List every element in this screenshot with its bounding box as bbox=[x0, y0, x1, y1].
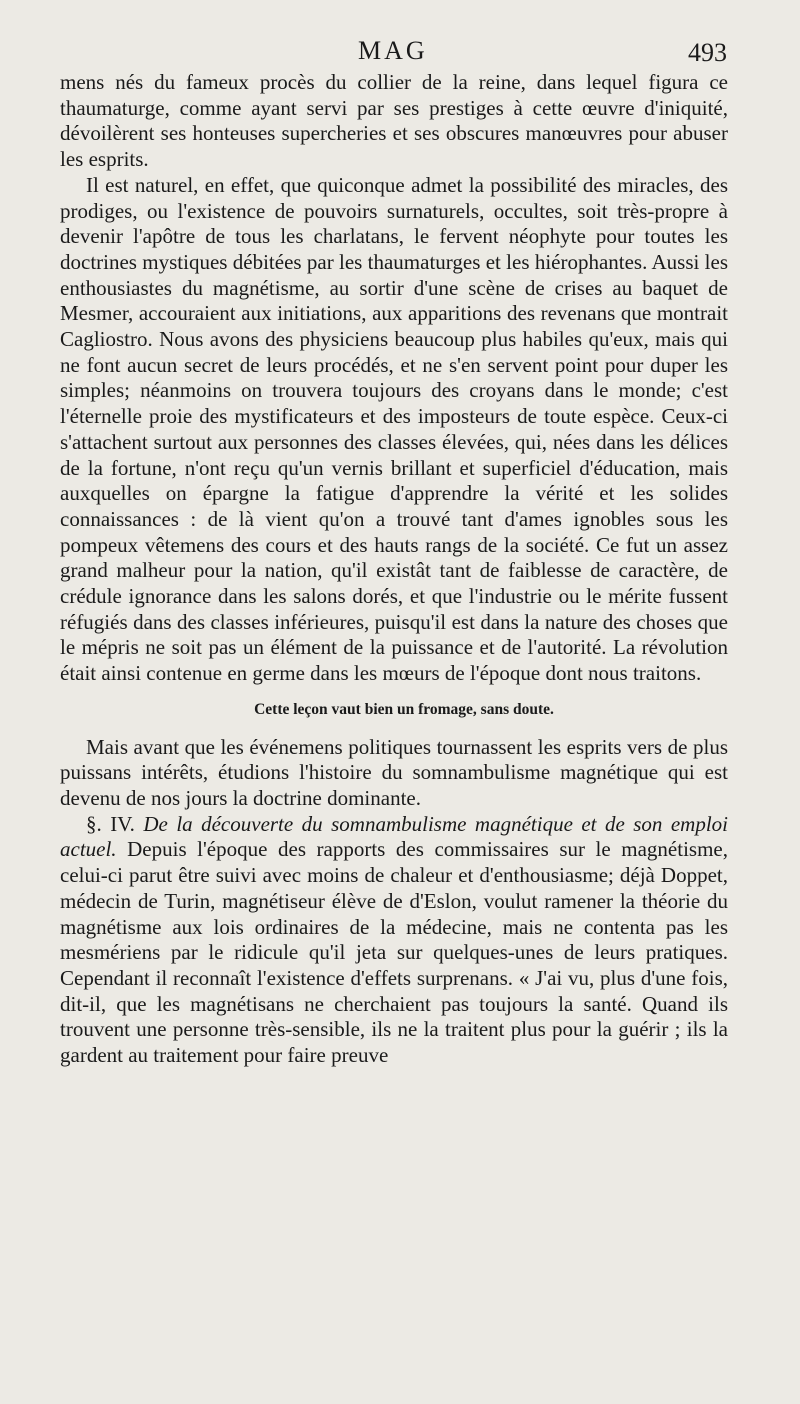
running-title: MAG bbox=[358, 36, 428, 65]
section-number: §. IV. bbox=[86, 811, 135, 836]
paragraph-3: Mais avant que les événemens politiques tournassent les esprits vers de plus puissans intérêts, étudions l'histoire du somnambulisme magnétique qui est devenu de nos jours la doctrine dominante. bbox=[60, 734, 728, 810]
page-number: 493 bbox=[688, 38, 727, 67]
section-text: Depuis l'époque des rapports des commissaires sur le magnétisme, celui-ci parut être suivi avec moins de chaleur et d'enthousiasme; déjà Doppet, médecin de Turin, magnétiseur élève de d'Eslon, voulut ramener la théorie du magnétisme aux lois ordinaires de la médecine, mais ne contenta pas les mesmériens par le ridicule qu'il jeta sur quelques-unes de leurs pratiques. Cependant il reconnaît l'existence d'effets surprenans. « J'ai vu, plus d'une fois, dit-il, que les magnétisans ne cherchaient pas toujours la santé. Quand ils trouvent une personne très-sensible, ils ne la traitent plus pour la guérir ; ils la gardent au traitement pour faire preuve bbox=[60, 837, 728, 1068]
body-text bbox=[60, 70, 728, 1069]
inserted-note: Cette leçon vaut bien un fromage, sans doute. bbox=[254, 700, 554, 718]
paragraph-2: Il est naturel, en effet, que quiconque admet la possibilité des miracles, des prodiges, ou l'existence de pouvoirs surnaturels, occultes, soit très-propre à devenir l'apôtre de tous les charlatans, le fervent néophyte pour toutes les doctrines mystiques débitées par les thaumaturges et les hiérophantes. Aussi les enthousiastes du magnétisme, au sortir d'une scène de crises au baquet de Mesmer, accouraient aux initiations, aux apparitions des revenans que montrait Cagliostro. Nous avons des physiciens beaucoup plus habiles qu'eux, mais qui ne font aucun secret de leurs procédés, et ne s'en servent point pour duper les simples; néanmoins on trouvera toujours des croyans dans le monde; c'est l'éternelle proie des mystificateurs et des imposteurs de toute espèce. Ceux-ci s'attachent surtout aux personnes des classes élevées, qui, nées dans les délices de la fortune, n'ont reçu qu'un vernis brillant et superficiel d'éducation, mais auxquelles on épargne la fatigue d'apprendre la vérité et les solides connaissances : de là vient qu'on a trouvé tant d'ames ignobles sous les pompeux vêtemens des cours et des hauts rangs de la société. Ce fut un assez grand malheur pour la nation, qu'il existât tant de faiblesse de caractère, de crédule ignorance dans les salons dorés, et que l'industrie ou le mérite fussent réfugiés dans des classes inférieures, puisqu'il est dans la nature des choses que le mépris ne soit pas un élément de la puissance et de l'autorité. La révolution était ainsi contenue en germe dans les mœurs de l'époque dont nous traitons. bbox=[60, 172, 728, 686]
section-title: De la découverte du somnambulisme magnétique et de son emploi actuel. bbox=[60, 811, 729, 862]
paragraph-1: mens nés du fameux procès du collier de la reine, dans lequel figura ce thaumaturge, comme ayant servi par ses prestiges à cette œuvre d'iniquité, dévoilèrent ses honteuses supercheries et ses obscures manœuvres pour abuser les esprits. bbox=[60, 70, 728, 172]
section-paragraph bbox=[60, 812, 728, 1069]
page-header bbox=[0, 36, 800, 66]
